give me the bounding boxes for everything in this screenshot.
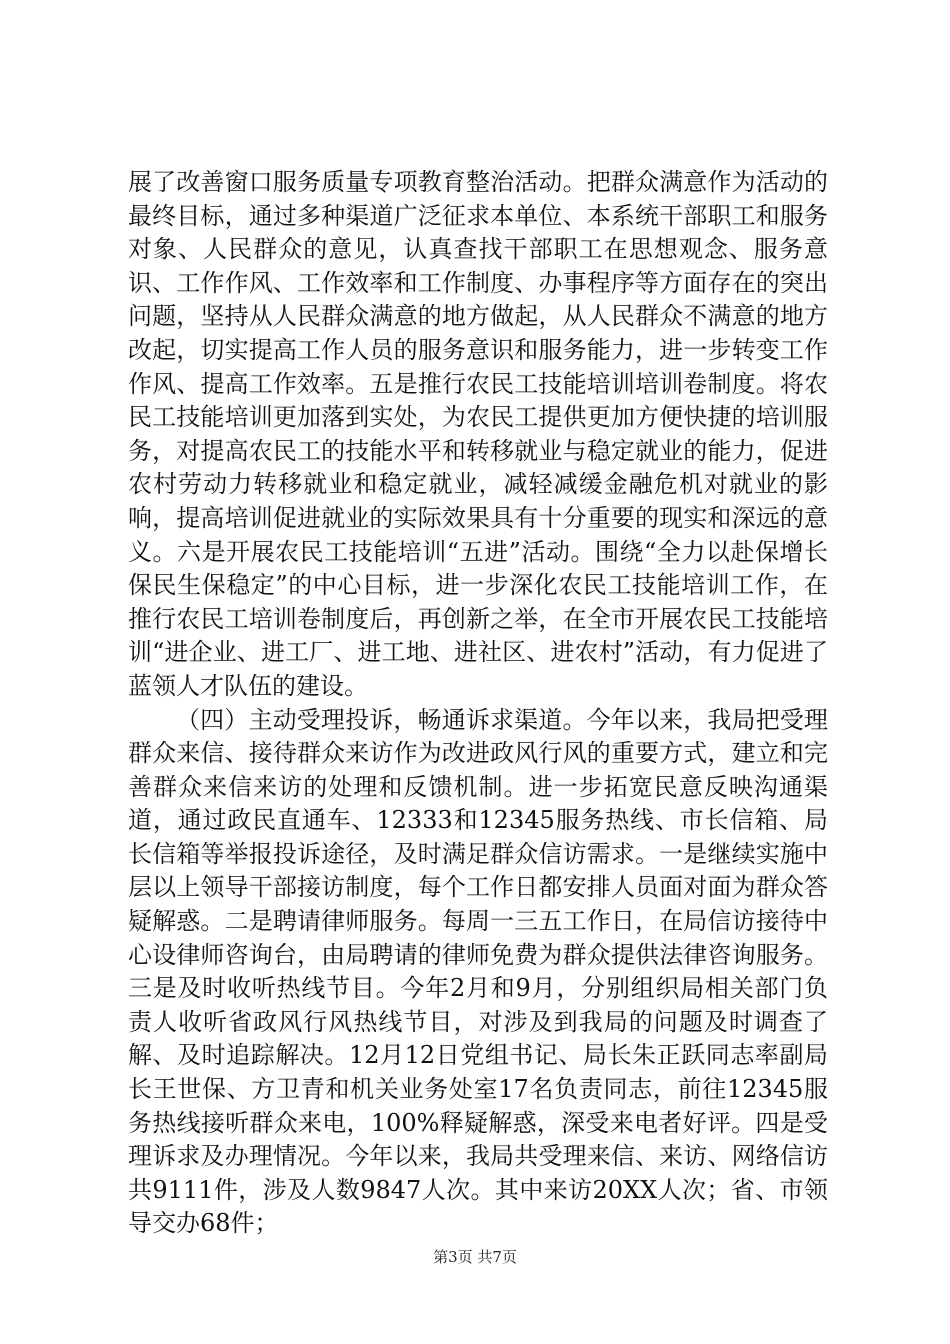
paragraph-section-four: （四）主动受理投诉，畅通诉求渠道。今年以来，我局把受理群众来信、接待群众来访作为改进政风行风的重要方式，建立和完善群众来信来访的处理和反馈机制。进一步拓宽民意反映沟通渠道，通过政民直通车、12333和12345服务热线、市长信箱、局长信箱等举报投诉途径，及时满足群众信访需求。一是继续实施中层以上领导干部接访制度，每个工作日都安排人员面对面为群众答疑解惑。二是聘请律师服务。每周一三五工作日，在局信访接待中心设律师咨询台，由局聘请的律师免费为群众提供法律咨询服务。三是及时收听热线节目。今年2月和9月，分别组织局相关部门负责人收听省政风行风热线节目，对涉及到我局的问题及时调查了解、及时追踪解决。12月12日党组书记、局长朱正跃同志率副局长王世保、方卫青和机关业务处室17名负责同志，前往12345服务热线接听群众来电，100%释疑解惑，深受来电者好评。四是受理诉求及办理情况。今年以来，我局共受理来信、来访、网络信访共9111件，涉及人数9847人次。其中来访20XX人次；省、市领导交办68件； xyxy=(128,705,828,1238)
paragraph-continuation: 展了改善窗口服务质量专项教育整治活动。把群众满意作为活动的最终目标，通过多种渠道广泛征求本单位、本系统干部职工和服务对象、人民群众的意见，认真查找干部职工在思想观念、服务意识、工作作风、工作效率和工作制度、办事程序等方面存在的突出问题，坚持从人民群众满意的地方做起，从人民群众不满意的地方改起，切实提高工作人员的服务意识和服务能力，进一步转变工作作风、提高工作效率。五是推行农民工技能培训培训卷制度。将农民工技能培训更加落到实处，为农民工提供更加方便快捷的培训服务，对提高农民工的技能水平和转移就业与稳定就业的能力，促进农村劳动力转移就业和稳定就业，减轻减缓金融危机对就业的影响，提高培训促进就业的实际效果具有十分重要的现实和深远的意义。六是开展农民工技能培训“五进”活动。围绕“全力以赴保增长保民生保稳定”的中心目标，进一步深化农民工技能培训工作，在推行农民工培训卷制度后，再创新之举，在全市开展农民工技能培训“进企业、进工厂、进工地、进社区、进农村”活动，有力促进了蓝领人才队伍的建设。 xyxy=(128,168,828,700)
document-body xyxy=(128,166,828,1241)
page-footer: 第3页 共7页 xyxy=(433,1248,517,1266)
